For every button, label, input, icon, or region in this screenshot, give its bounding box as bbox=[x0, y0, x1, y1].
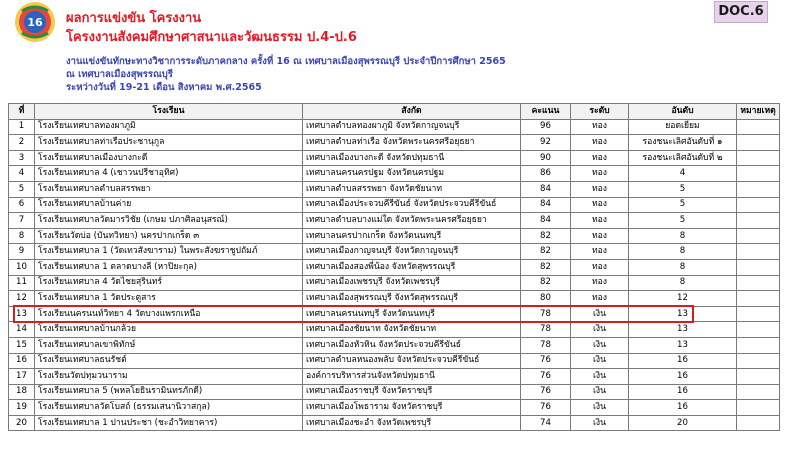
cell-col-affiliation: เทศบาลตำบลหนองพลับ จังหวัดประจวบคีรีขันธ์ bbox=[303, 353, 521, 369]
cell-col-school: โรงเรียนวัดปทุมวนาราม bbox=[35, 369, 303, 385]
cell-col-remark bbox=[737, 244, 780, 260]
cell-col-no: 1 bbox=[9, 119, 35, 135]
logo-text: 16 bbox=[27, 16, 43, 29]
cell-col-rank: รองชนะเลิศอันดับที่ ๒ bbox=[629, 150, 737, 166]
table-row bbox=[9, 415, 780, 431]
event-dates: ระหว่างวันที่ 19-21 เดือน สิงหาคม พ.ศ.2565 bbox=[66, 82, 262, 93]
cell-col-score: 80 bbox=[521, 291, 571, 307]
cell-col-score: 82 bbox=[521, 259, 571, 275]
cell-col-rank: 8 bbox=[629, 259, 737, 275]
table-row bbox=[9, 213, 780, 229]
cell-col-school: โรงเรียนเทศบาล 4 วัดไชยสุรินทร์ bbox=[35, 275, 303, 291]
cell-col-score: 78 bbox=[521, 322, 571, 338]
header-col-level: ระดับ bbox=[571, 104, 629, 120]
cell-col-affiliation: เทศบาลนครนครปฐม จังหวัดนครปฐม bbox=[303, 166, 521, 182]
cell-col-rank: 16 bbox=[629, 400, 737, 416]
cell-col-school: โรงเรียนเทศบาลท่าเรือประชานุกูล bbox=[35, 135, 303, 151]
cell-col-remark bbox=[737, 259, 780, 275]
cell-col-score: 74 bbox=[521, 415, 571, 431]
table-row bbox=[9, 259, 780, 275]
table-row bbox=[9, 228, 780, 244]
cell-col-affiliation: เทศบาลเมืองกาญจนบุรี จังหวัดกาญจนบุรี bbox=[303, 244, 521, 260]
header-col-affiliation: สังกัด bbox=[303, 104, 521, 120]
table-row bbox=[9, 150, 780, 166]
table-header-row bbox=[9, 104, 780, 120]
cell-col-score: 76 bbox=[521, 353, 571, 369]
cell-col-score: 78 bbox=[521, 337, 571, 353]
cell-col-no: 14 bbox=[9, 322, 35, 338]
header-col-no: ที่ bbox=[9, 104, 35, 120]
cell-col-rank: 16 bbox=[629, 384, 737, 400]
cell-col-level: เงิน bbox=[571, 306, 629, 322]
cell-col-rank: 13 bbox=[629, 306, 737, 322]
cell-col-level: เงิน bbox=[571, 337, 629, 353]
cell-col-no: 11 bbox=[9, 275, 35, 291]
cell-col-level: เงิน bbox=[571, 369, 629, 385]
cell-col-remark bbox=[737, 291, 780, 307]
cell-col-remark bbox=[737, 353, 780, 369]
cell-col-level: ทอง bbox=[571, 228, 629, 244]
table-row bbox=[9, 135, 780, 151]
cell-col-affiliation: เทศบาลเมืองบางกะดี จังหวัดปทุมธานี bbox=[303, 150, 521, 166]
table-row bbox=[9, 337, 780, 353]
cell-col-level: ทอง bbox=[571, 166, 629, 182]
cell-col-school: โรงเรียนเทศบาล 1 ตลาดบางลี (หาปิยะกุล) bbox=[35, 259, 303, 275]
cell-col-school: โรงเรียนเทศบาลวัดโบสถ์ (ธรรมเสนานิวาสกุล) bbox=[35, 400, 303, 416]
cell-col-score: 82 bbox=[521, 275, 571, 291]
cell-col-score: 96 bbox=[521, 119, 571, 135]
table-row bbox=[9, 291, 780, 307]
cell-col-score: 82 bbox=[521, 228, 571, 244]
cell-col-remark bbox=[737, 275, 780, 291]
cell-col-score: 78 bbox=[521, 306, 571, 322]
cell-col-affiliation: เทศบาลเมืองราชบุรี จังหวัดราชบุรี bbox=[303, 384, 521, 400]
cell-col-remark bbox=[737, 166, 780, 182]
cell-col-affiliation: เทศบาลนครปากเกร็ด จังหวัดนนทบุรี bbox=[303, 228, 521, 244]
page-title-sub: โครงงานสังคมศึกษาศาสนาและวัฒนธรรม ป.4-ป.6 bbox=[66, 30, 357, 45]
cell-col-remark bbox=[737, 150, 780, 166]
cell-col-remark bbox=[737, 337, 780, 353]
cell-col-score: 84 bbox=[521, 181, 571, 197]
cell-col-level: ทอง bbox=[571, 197, 629, 213]
cell-col-remark bbox=[737, 197, 780, 213]
cell-col-rank: 8 bbox=[629, 228, 737, 244]
cell-col-level: ทอง bbox=[571, 259, 629, 275]
table-row bbox=[9, 353, 780, 369]
cell-col-score: 84 bbox=[521, 197, 571, 213]
cell-col-affiliation: เทศบาลเมืองเพชรบุรี จังหวัดเพชรบุรี bbox=[303, 275, 521, 291]
cell-col-school: โรงเรียนเทศบาล 1 (วัดเทวสังฆาราม) ในพระสังฆราชูปถัมภ์ bbox=[35, 244, 303, 260]
header-col-rank: อันดับ bbox=[629, 104, 737, 120]
table-row bbox=[9, 119, 780, 135]
cell-col-remark bbox=[737, 369, 780, 385]
cell-col-school: โรงเรียนเทศบาลตำบลสรรพยา bbox=[35, 181, 303, 197]
cell-col-rank: รองชนะเลิศอันดับที่ ๑ bbox=[629, 135, 737, 151]
cell-col-rank: 8 bbox=[629, 275, 737, 291]
cell-col-school: โรงเรียนเทศบาลทองผาภูมิ bbox=[35, 119, 303, 135]
cell-col-rank: ยอดเยี่ยม bbox=[629, 119, 737, 135]
cell-col-no: 3 bbox=[9, 150, 35, 166]
cell-col-remark bbox=[737, 119, 780, 135]
cell-col-affiliation: เทศบาลเมืองโพธาราม จังหวัดราชบุรี bbox=[303, 400, 521, 416]
cell-col-rank: 20 bbox=[629, 415, 737, 431]
cell-col-remark bbox=[737, 135, 780, 151]
cell-col-rank: 16 bbox=[629, 369, 737, 385]
cell-col-no: 16 bbox=[9, 353, 35, 369]
results-table bbox=[8, 103, 780, 431]
cell-col-remark bbox=[737, 181, 780, 197]
table-row bbox=[9, 181, 780, 197]
cell-col-level: ทอง bbox=[571, 244, 629, 260]
cell-col-affiliation: เทศบาลตำบลสรรพยา จังหวัดชัยนาท bbox=[303, 181, 521, 197]
cell-col-affiliation: เทศบาลตำบลทองผาภูมิ จังหวัดกาญจนบุรี bbox=[303, 119, 521, 135]
cell-col-rank: 13 bbox=[629, 337, 737, 353]
cell-col-level: ทอง bbox=[571, 181, 629, 197]
cell-col-remark bbox=[737, 322, 780, 338]
cell-col-affiliation: เทศบาลตำบลท่าเรือ จังหวัดพระนครศรีอยุธยา bbox=[303, 135, 521, 151]
header-col-school: โรงเรียน bbox=[35, 104, 303, 120]
cell-col-level: เงิน bbox=[571, 415, 629, 431]
table-row bbox=[9, 244, 780, 260]
cell-col-level: ทอง bbox=[571, 150, 629, 166]
cell-col-affiliation: เทศบาลเมืองชัยนาท จังหวัดชัยนาท bbox=[303, 322, 521, 338]
cell-col-affiliation: เทศบาลเมืองสุพรรณบุรี จังหวัดสุพรรณบุรี bbox=[303, 291, 521, 307]
cell-col-school: โรงเรียนเทศบาลธนรัชต์ bbox=[35, 353, 303, 369]
cell-col-remark bbox=[737, 228, 780, 244]
cell-col-no: 4 bbox=[9, 166, 35, 182]
cell-col-level: เงิน bbox=[571, 384, 629, 400]
table-row bbox=[9, 369, 780, 385]
cell-col-no: 20 bbox=[9, 415, 35, 431]
cell-col-school: โรงเรียนนครนนท์วิทยา 4 วัดบางแพรกเหนือ bbox=[35, 306, 303, 322]
cell-col-score: 92 bbox=[521, 135, 571, 151]
cell-col-rank: 16 bbox=[629, 353, 737, 369]
cell-col-rank: 8 bbox=[629, 244, 737, 260]
cell-col-score: 76 bbox=[521, 384, 571, 400]
cell-col-no: 6 bbox=[9, 197, 35, 213]
cell-col-score: 76 bbox=[521, 369, 571, 385]
cell-col-school: โรงเรียนเทศบาลเมืองบางกะดี bbox=[35, 150, 303, 166]
cell-col-rank: 13 bbox=[629, 322, 737, 338]
cell-col-school: โรงเรียนเทศบาล 1 ปานประชา (ชะอำวิทยาคาร) bbox=[35, 415, 303, 431]
cell-col-rank: 5 bbox=[629, 181, 737, 197]
cell-col-no: 8 bbox=[9, 228, 35, 244]
cell-col-level: ทอง bbox=[571, 213, 629, 229]
cell-col-score: 82 bbox=[521, 244, 571, 260]
cell-col-level: ทอง bbox=[571, 119, 629, 135]
cell-col-level: ทอง bbox=[571, 275, 629, 291]
table-row bbox=[9, 384, 780, 400]
cell-col-score: 76 bbox=[521, 400, 571, 416]
table-row bbox=[9, 306, 780, 322]
cell-col-school: โรงเรียนเทศบาลบ้านกล้วย bbox=[35, 322, 303, 338]
cell-col-no: 13 bbox=[9, 306, 35, 322]
cell-col-affiliation: เทศบาลเมืองประจวบคีรีขันธ์ จังหวัดประจวบคีรีขันธ์ bbox=[303, 197, 521, 213]
table-row bbox=[9, 322, 780, 338]
cell-col-no: 9 bbox=[9, 244, 35, 260]
cell-col-school: โรงเรียนเทศบาล 4 (เชาวนปรีชาอุทิศ) bbox=[35, 166, 303, 182]
cell-col-affiliation: เทศบาลเมืองสองพี่น้อง จังหวัดสุพรรณบุรี bbox=[303, 259, 521, 275]
cell-col-affiliation: เทศบาลเมืองหัวหิน จังหวัดประจวบคีรีขันธ์ bbox=[303, 337, 521, 353]
cell-col-level: เงิน bbox=[571, 322, 629, 338]
cell-col-no: 17 bbox=[9, 369, 35, 385]
cell-col-school: โรงเรียนวัดบ่อ (บันทวิทยา) นครปากเกร็ด ๓ bbox=[35, 228, 303, 244]
cell-col-school: โรงเรียนเทศบาล 1 วัดประตูสาร bbox=[35, 291, 303, 307]
cell-col-school: โรงเรียนเทศบาลบ้านค่าย bbox=[35, 197, 303, 213]
cell-col-level: เงิน bbox=[571, 400, 629, 416]
cell-col-level: เงิน bbox=[571, 353, 629, 369]
cell-col-school: โรงเรียนเทศบาล 5 (พหลโยธินรามินทรภักดี) bbox=[35, 384, 303, 400]
cell-col-no: 10 bbox=[9, 259, 35, 275]
cell-col-school: โรงเรียนเทศบาลวัดมารวิชัย (เกษม ปภาศิลอนุสรณ์) bbox=[35, 213, 303, 229]
cell-col-affiliation: เทศบาลนครนนทบุรี จังหวัดนนทบุรี bbox=[303, 306, 521, 322]
cell-col-level: ทอง bbox=[571, 135, 629, 151]
cell-col-no: 12 bbox=[9, 291, 35, 307]
table-row bbox=[9, 166, 780, 182]
cell-col-affiliation: เทศบาลตำบลบางแม่ใด จังหวัดพระนครศรีอยุธยา bbox=[303, 213, 521, 229]
cell-col-school: โรงเรียนเทศบาลเขาพิทักษ์ bbox=[35, 337, 303, 353]
cell-col-score: 84 bbox=[521, 213, 571, 229]
cell-col-no: 5 bbox=[9, 181, 35, 197]
table-row bbox=[9, 197, 780, 213]
cell-col-no: 7 bbox=[9, 213, 35, 229]
cell-col-no: 15 bbox=[9, 337, 35, 353]
cell-col-score: 90 bbox=[521, 150, 571, 166]
cell-col-remark bbox=[737, 306, 780, 322]
table-row bbox=[9, 400, 780, 416]
cell-col-rank: 5 bbox=[629, 213, 737, 229]
header-col-remark: หมายเหตุ bbox=[737, 104, 780, 120]
cell-col-remark bbox=[737, 400, 780, 416]
cell-col-affiliation: องค์การบริหารส่วนจังหวัดปทุมธานี bbox=[303, 369, 521, 385]
cell-col-remark bbox=[737, 213, 780, 229]
doc-badge: DOC.6 bbox=[714, 1, 768, 23]
cell-col-rank: 12 bbox=[629, 291, 737, 307]
header-col-score: คะแนน bbox=[521, 104, 571, 120]
event-description: งานแข่งขันทักษะทางวิชาการระดับภาคกลาง ครั้งที่ 16 ณ เทศบาลเมืองสุพรรณบุรี ประจำปีการศึกษา 2565 bbox=[66, 56, 506, 67]
page-title: ผลการแข่งขัน โครงงาน bbox=[66, 11, 202, 26]
cell-col-remark bbox=[737, 384, 780, 400]
cell-col-no: 18 bbox=[9, 384, 35, 400]
cell-col-no: 19 bbox=[9, 400, 35, 416]
table-row bbox=[9, 275, 780, 291]
cell-col-affiliation: เทศบาลเมืองชะอำ จังหวัดเพชรบุรี bbox=[303, 415, 521, 431]
cell-col-rank: 4 bbox=[629, 166, 737, 182]
cell-col-score: 86 bbox=[521, 166, 571, 182]
cell-col-level: ทอง bbox=[571, 291, 629, 307]
cell-col-remark bbox=[737, 415, 780, 431]
cell-col-rank: 5 bbox=[629, 197, 737, 213]
event-venue: ณ เทศบาลเมืองสุพรรณบุรี bbox=[66, 69, 173, 80]
cell-col-no: 2 bbox=[9, 135, 35, 151]
logo-emblem-icon bbox=[14, 1, 56, 43]
